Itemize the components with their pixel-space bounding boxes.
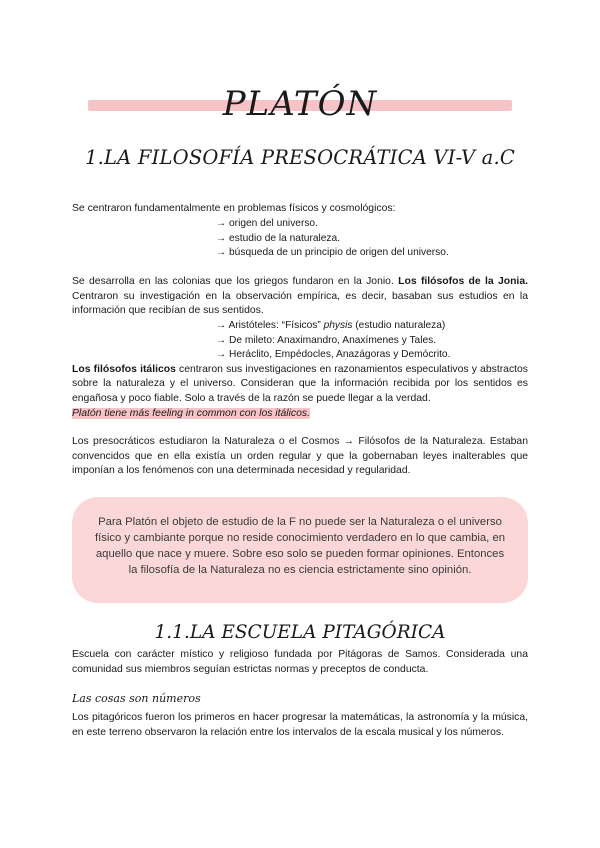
jonia-bold: Los filósofos de la Jonia. bbox=[398, 276, 528, 287]
section-heading-presocratica: 1.LA FILOSOFÍA PRESOCRÁTICA VI-V a.C bbox=[85, 146, 515, 169]
aristoteles-label: → Aristóteles: “Físicos” bbox=[216, 320, 324, 331]
jonia-item-aristoteles bbox=[216, 319, 445, 334]
section-heading-pitagorica: 1.1.LA ESCUELA PITAGÓRICA bbox=[154, 622, 446, 643]
italicos-paragraph bbox=[72, 363, 528, 407]
intro-paragraph: Se centraron fundamentalmente en problemas físicos y cosmológicos: bbox=[72, 203, 396, 214]
jonia-rest: Centraron su investigación en la observación empírica, es decir, basaban sus estudios en la información que recibían de sus sentidos. bbox=[72, 290, 528, 317]
platon-note: Platón tiene más feeling in common con los itálicos. bbox=[72, 407, 310, 419]
jonia-item-mileto: → De mileto: Anaximandro, Anaxímenes y Tales. bbox=[216, 334, 437, 346]
platon-note-line bbox=[72, 407, 528, 422]
aristoteles-note: (estudio naturaleza) bbox=[352, 320, 446, 331]
italicos-rest: centraron sus investigaciones en razonamientos especulativos y abstractos sobre la naturaleza y el universo. Consideran que la información recibida por los sentidos es engañosa y poco fiable. Solo a través de la razón se puede llegar a la verdad. bbox=[72, 363, 528, 404]
jonia-paragraph bbox=[72, 275, 528, 319]
cosmos-paragraph: Los presocráticos estudiaron la Naturaleza o el Cosmos → Filósofos de la Naturaleza. Estaban convencidos que en ella existía un orden regular y que la gobernaban leyes inalterables que imponían a los fenómenos con una determinada necesidad y regularidad. bbox=[72, 436, 528, 477]
subheading-numeros: Las cosas son números bbox=[72, 692, 201, 705]
pitagorica-paragraph: Escuela con carácter místico y religioso fundada por Pitágoras de Samos. Considerada una comunidad sus miembros seguían estrictas normas y preceptos de conducta. bbox=[72, 649, 528, 675]
topic-item: → estudio de la naturaleza. bbox=[216, 232, 341, 244]
topic-item: → búsqueda de un principio de origen del universo. bbox=[216, 247, 449, 258]
jonia-text: Se desarrolla en las colonias que los griegos fundaron en la Jonio. bbox=[72, 276, 394, 287]
jonia-item-heraclito: → Heráclito, Empédocles, Anazágoras y Demócrito. bbox=[216, 349, 451, 360]
numeros-paragraph: Los pitagóricos fueron los primeros en hacer progresar la matemáticas, la astronomía y la música, en este terreno observaron la relación entre los intervalos de la escala musical y los números. bbox=[72, 712, 528, 738]
physis-term: physis bbox=[323, 320, 353, 331]
callout-text: Para Platón el objeto de estudio de la F no puede ser la Naturaleza o el universo físico y cambiante porque no reside conocimiento verdadero en lo que cambia, en aquello que nace y muere. Sobre eso solo se pueden formar opiniones. Entonces la filosofía de la Naturaleza no es ciencia estrictamente sino opinión. bbox=[94, 516, 506, 576]
page-title: PLATÓN bbox=[222, 84, 378, 124]
italicos-bold: Los filósofos itálicos bbox=[72, 363, 176, 375]
title-block bbox=[0, 86, 600, 126]
topic-item: → origen del universo. bbox=[216, 218, 318, 229]
